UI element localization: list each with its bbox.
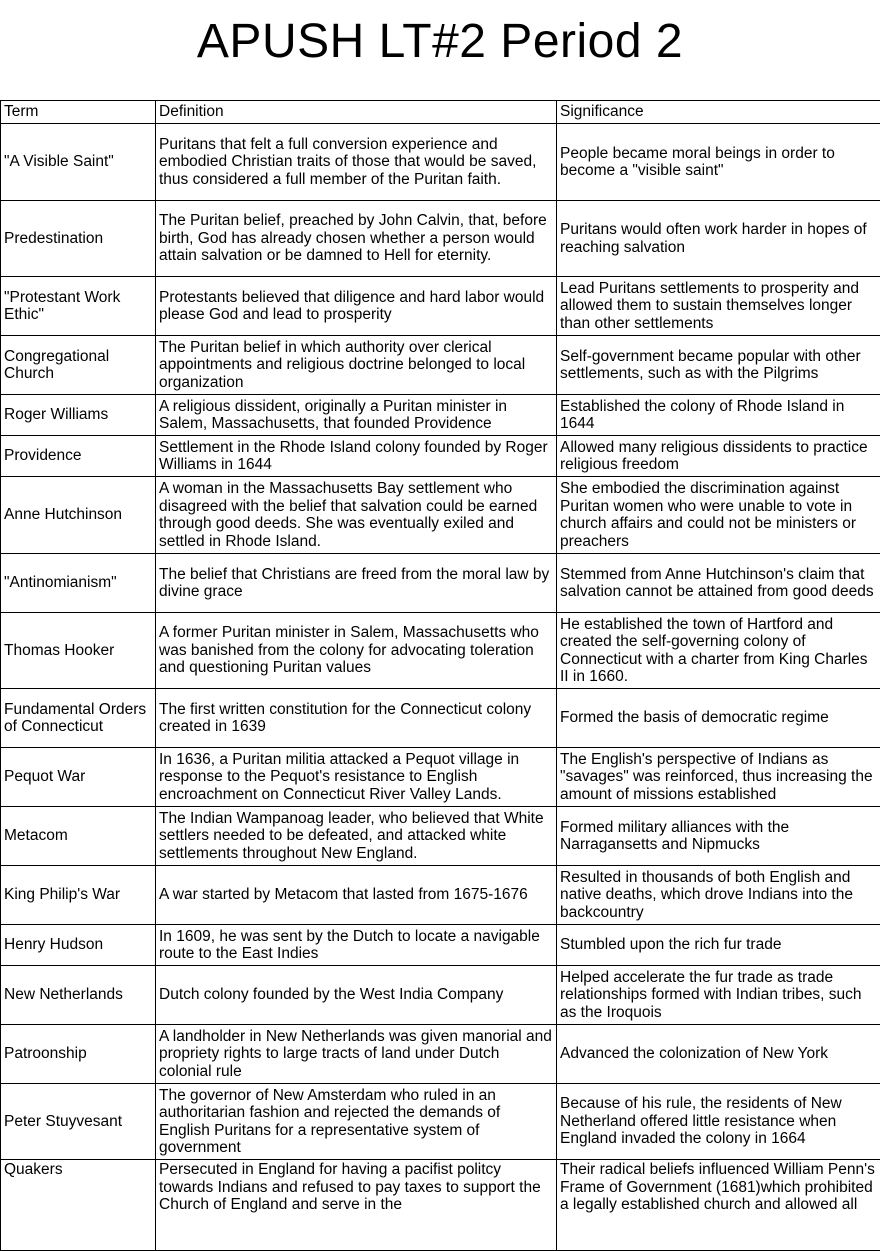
header-term: Term <box>1 101 156 124</box>
significance-cell: Stemmed from Anne Hutchinson's claim that salvation cannot be attained from good deeds <box>557 554 880 613</box>
table-row <box>1 124 880 201</box>
table-row <box>1 807 880 866</box>
table-row <box>1 436 880 477</box>
significance-cell: Established the colony of Rhode Island in 1644 <box>557 395 880 436</box>
significance-cell: Puritans would often work harder in hopes of reaching salvation <box>557 201 880 277</box>
term-cell: Metacom <box>1 807 156 866</box>
table-row <box>1 201 880 277</box>
term-cell: Peter Stuyvesant <box>1 1084 156 1160</box>
definition-cell: A war started by Metacom that lasted from 1675-1676 <box>156 866 557 925</box>
definition-cell: Dutch colony founded by the West India Company <box>156 966 557 1025</box>
significance-cell: Their radical beliefs influenced William Penn's Frame of Government (1681)which prohibited a legally established church and allowed all <box>557 1160 880 1251</box>
term-cell: Fundamental Orders of Connecticut <box>1 689 156 748</box>
definition-cell: The Puritan belief in which authority over clerical appointments and religious doctrine belonged to local organization <box>156 336 557 395</box>
definition-cell: The governor of New Amsterdam who ruled in an authoritarian fashion and rejected the demands of English Puritans for a representative system of government <box>156 1084 557 1160</box>
table-row <box>1 1160 880 1251</box>
table-row <box>1 336 880 395</box>
significance-cell: The English's perspective of Indians as "savages" was reinforced, thus increasing the amount of missions established <box>557 748 880 807</box>
table-row <box>1 554 880 613</box>
definition-cell: In 1636, a Puritan militia attacked a Pequot village in response to the Pequot's resistance to English encroachment on Connecticut River Valley Lands. <box>156 748 557 807</box>
significance-cell: Formed military alliances with the Narragansetts and Nipmucks <box>557 807 880 866</box>
term-cell: "A Visible Saint" <box>1 124 156 201</box>
definition-cell: Puritans that felt a full conversion experience and embodied Christian traits of those that would be saved, thus considered a full member of the Puritan faith. <box>156 124 557 201</box>
term-cell: Pequot War <box>1 748 156 807</box>
term-cell: Henry Hudson <box>1 925 156 966</box>
definition-cell: A woman in the Massachusetts Bay settlement who disagreed with the belief that salvation could be earned through good deeds. She was eventually exiled and settled in Rhode Island. <box>156 477 557 554</box>
significance-cell: Advanced the colonization of New York <box>557 1025 880 1084</box>
term-cell: "Protestant Work Ethic" <box>1 277 156 336</box>
header-significance: Significance <box>557 101 880 124</box>
significance-cell: Resulted in thousands of both English and native deaths, which drove Indians into the backcountry <box>557 866 880 925</box>
terms-table <box>0 100 880 1251</box>
definition-cell: A religious dissident, originally a Puritan minister in Salem, Massachusetts, that founded Providence <box>156 395 557 436</box>
header-definition: Definition <box>156 101 557 124</box>
table-row <box>1 925 880 966</box>
table-row <box>1 689 880 748</box>
term-cell: Roger Williams <box>1 395 156 436</box>
definition-cell: The belief that Christians are freed from the moral law by divine grace <box>156 554 557 613</box>
significance-cell: Helped accelerate the fur trade as trade relationships formed with Indian tribes, such as the Iroquois <box>557 966 880 1025</box>
definition-cell: Settlement in the Rhode Island colony founded by Roger Williams in 1644 <box>156 436 557 477</box>
significance-cell: He established the town of Hartford and created the self-governing colony of Connecticut with a charter from King Charles II in 1660. <box>557 613 880 689</box>
table-row <box>1 748 880 807</box>
definition-cell: A landholder in New Netherlands was given manorial and propriety rights to large tracts of land under Dutch colonial rule <box>156 1025 557 1084</box>
table-header-row <box>1 101 880 124</box>
term-cell: Congregational Church <box>1 336 156 395</box>
definition-cell: Protestants believed that diligence and hard labor would please God and lead to prosperity <box>156 277 557 336</box>
definition-cell: The first written constitution for the Connecticut colony created in 1639 <box>156 689 557 748</box>
term-cell: Thomas Hooker <box>1 613 156 689</box>
term-cell: New Netherlands <box>1 966 156 1025</box>
significance-cell: Because of his rule, the residents of New Netherland offered little resistance when England invaded the colony in 1664 <box>557 1084 880 1160</box>
term-cell: Predestination <box>1 201 156 277</box>
significance-cell: Self-government became popular with other settlements, such as with the Pilgrims <box>557 336 880 395</box>
table-row <box>1 613 880 689</box>
definition-cell: A former Puritan minister in Salem, Massachusetts who was banished from the colony for advocating toleration and questioning Puritan values <box>156 613 557 689</box>
term-cell: King Philip's War <box>1 866 156 925</box>
table-row <box>1 966 880 1025</box>
table-row <box>1 1084 880 1160</box>
term-cell: Anne Hutchinson <box>1 477 156 554</box>
term-cell: Patroonship <box>1 1025 156 1084</box>
table-row <box>1 477 880 554</box>
table-row <box>1 395 880 436</box>
significance-cell: People became moral beings in order to become a "visible saint" <box>557 124 880 201</box>
page-title: APUSH LT#2 Period 2 <box>0 14 880 70</box>
significance-cell: She embodied the discrimination against Puritan women who were unable to vote in church affairs and could not be ministers or preachers <box>557 477 880 554</box>
term-cell: Providence <box>1 436 156 477</box>
definition-cell: In 1609, he was sent by the Dutch to locate a navigable route to the East Indies <box>156 925 557 966</box>
table-row <box>1 277 880 336</box>
term-cell: Quakers <box>1 1160 156 1251</box>
definition-cell: The Indian Wampanoag leader, who believed that White settlers needed to be defeated, and attacked white settlements throughout New England. <box>156 807 557 866</box>
definition-cell: Persecuted in England for having a pacifist politcy towards Indians and refused to pay taxes to support the Church of England and serve in the <box>156 1160 557 1251</box>
table-row <box>1 866 880 925</box>
significance-cell: Allowed many religious dissidents to practice religious freedom <box>557 436 880 477</box>
significance-cell: Stumbled upon the rich fur trade <box>557 925 880 966</box>
definition-cell: The Puritan belief, preached by John Calvin, that, before birth, God has already chosen whether a person would attain salvation or be damned to Hell for eternity. <box>156 201 557 277</box>
significance-cell: Lead Puritans settlements to prosperity and allowed them to sustain themselves longer than other settlements <box>557 277 880 336</box>
table-row <box>1 1025 880 1084</box>
term-cell: "Antinomianism" <box>1 554 156 613</box>
significance-cell: Formed the basis of democratic regime <box>557 689 880 748</box>
